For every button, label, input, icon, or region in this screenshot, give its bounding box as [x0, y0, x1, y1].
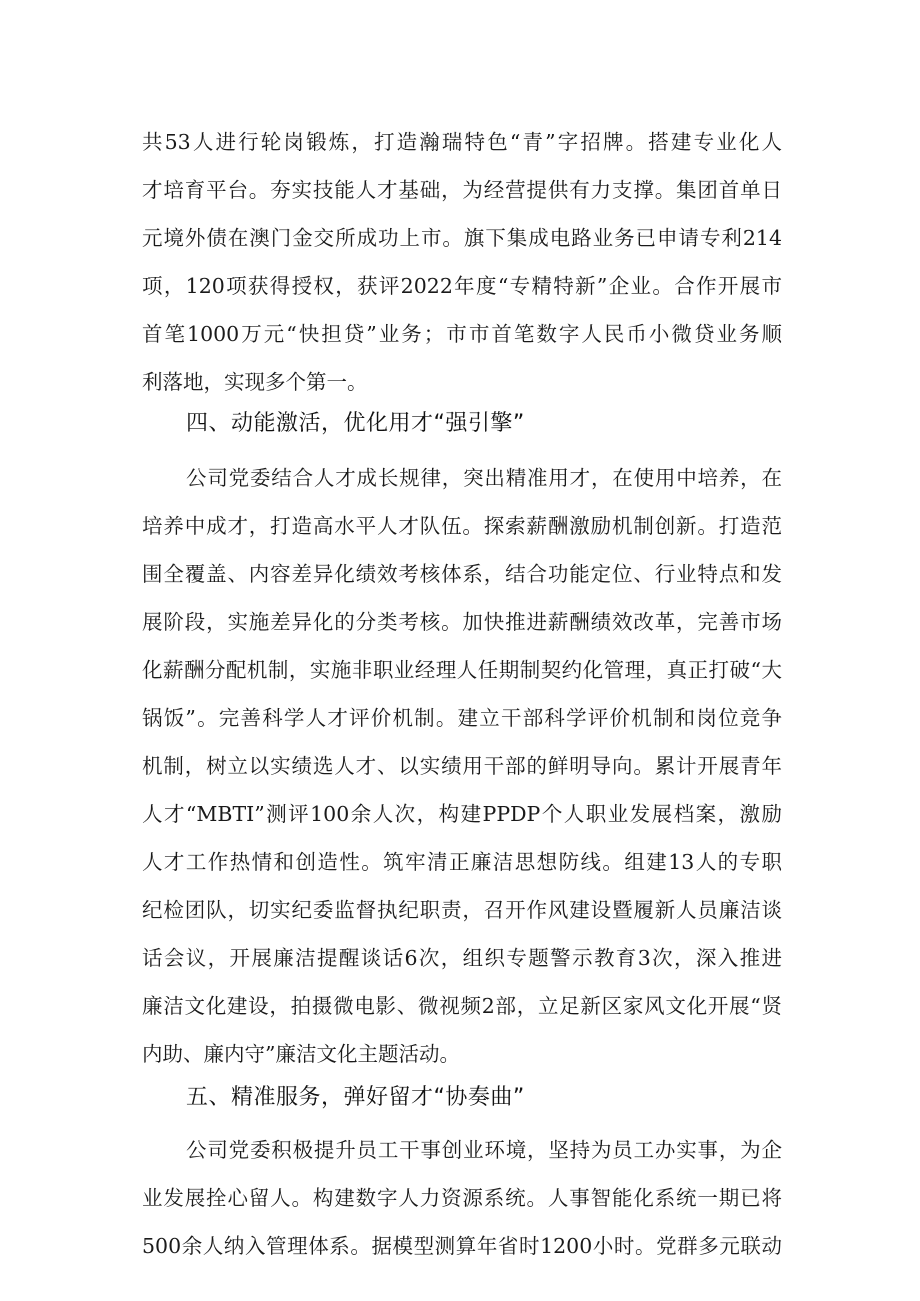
section-heading-four: 四、动能激活，优化用才“强引擎”: [186, 411, 525, 436]
paragraph-line: 话会议，开展廉洁提醒谈话6次，组织专题警示教育3次，深入推进: [142, 946, 782, 970]
paragraph-line: 内助、廉内守”廉洁文化主题活动。: [142, 1042, 460, 1066]
paragraph-line: 才培育平台。夯实技能人才基础，为经营提供有力支撑。集团首单日: [142, 178, 782, 202]
paragraph-line: 机制，树立以实绩选人才、以实绩用干部的鲜明导向。累计开展青年: [142, 754, 782, 778]
paragraph-line: 纪检团队，切实纪委监督执纪职责，召开作风建设暨履新人员廉洁谈: [142, 898, 782, 922]
paragraph-line: 公司党委积极提升员工干事创业环境，坚持为员工办实事，为企: [186, 1138, 782, 1162]
paragraph-line: 利落地，实现多个第一。: [142, 370, 368, 394]
paragraph-line: 人才工作热情和创造性。筑牢清正廉洁思想防线。组建13人的专职: [142, 850, 782, 874]
paragraph-line: 500余人纳入管理体系。据模型测算年省时1200小时。党群多元联动: [142, 1234, 782, 1258]
paragraph-line: 锅饭”。完善科学人才评价机制。建立干部科学评价机制和岗位竞争: [142, 706, 782, 730]
paragraph-line: 化薪酬分配机制，实施非职业经理人任期制契约化管理，真正打破“大: [142, 658, 782, 682]
paragraph-line: 公司党委结合人才成长规律，突出精准用才，在使用中培养，在: [186, 466, 782, 490]
section-heading-five: 五、精准服务，弹好留才“协奏曲”: [186, 1085, 525, 1110]
paragraph-line: 培养中成才，打造高水平人才队伍。探索薪酬激励机制创新。打造范: [142, 514, 782, 538]
paragraph-line: 首笔1000万元“快担贷”业务；市市首笔数字人民币小微贷业务顺: [142, 322, 782, 346]
paragraph-line: 业发展拴心留人。构建数字人力资源系统。人事智能化系统一期已将: [142, 1186, 782, 1210]
paragraph-line: 廉洁文化建设，拍摄微电影、微视频2部，立足新区家风文化开展“贤: [142, 994, 782, 1018]
paragraph-line: 元境外债在澳门金交所成功上市。旗下集成电路业务已申请专利214: [142, 226, 782, 250]
paragraph-line: 项，120项获得授权，获评2022年度“专精特新”企业。合作开展市: [142, 274, 782, 298]
paragraph-line: 共53人进行轮岗锻炼，打造瀚瑞特色“青”字招牌。搭建专业化人: [142, 130, 782, 154]
paragraph-line: 展阶段，实施差异化的分类考核。加快推进薪酬绩效改革，完善市场: [142, 610, 782, 634]
paragraph-line: 围全覆盖、内容差异化绩效考核体系，结合功能定位、行业特点和发: [142, 562, 782, 586]
paragraph-line: 人才“MBTI”测评100余人次，构建PPDP个人职业发展档案，激励: [142, 802, 782, 826]
